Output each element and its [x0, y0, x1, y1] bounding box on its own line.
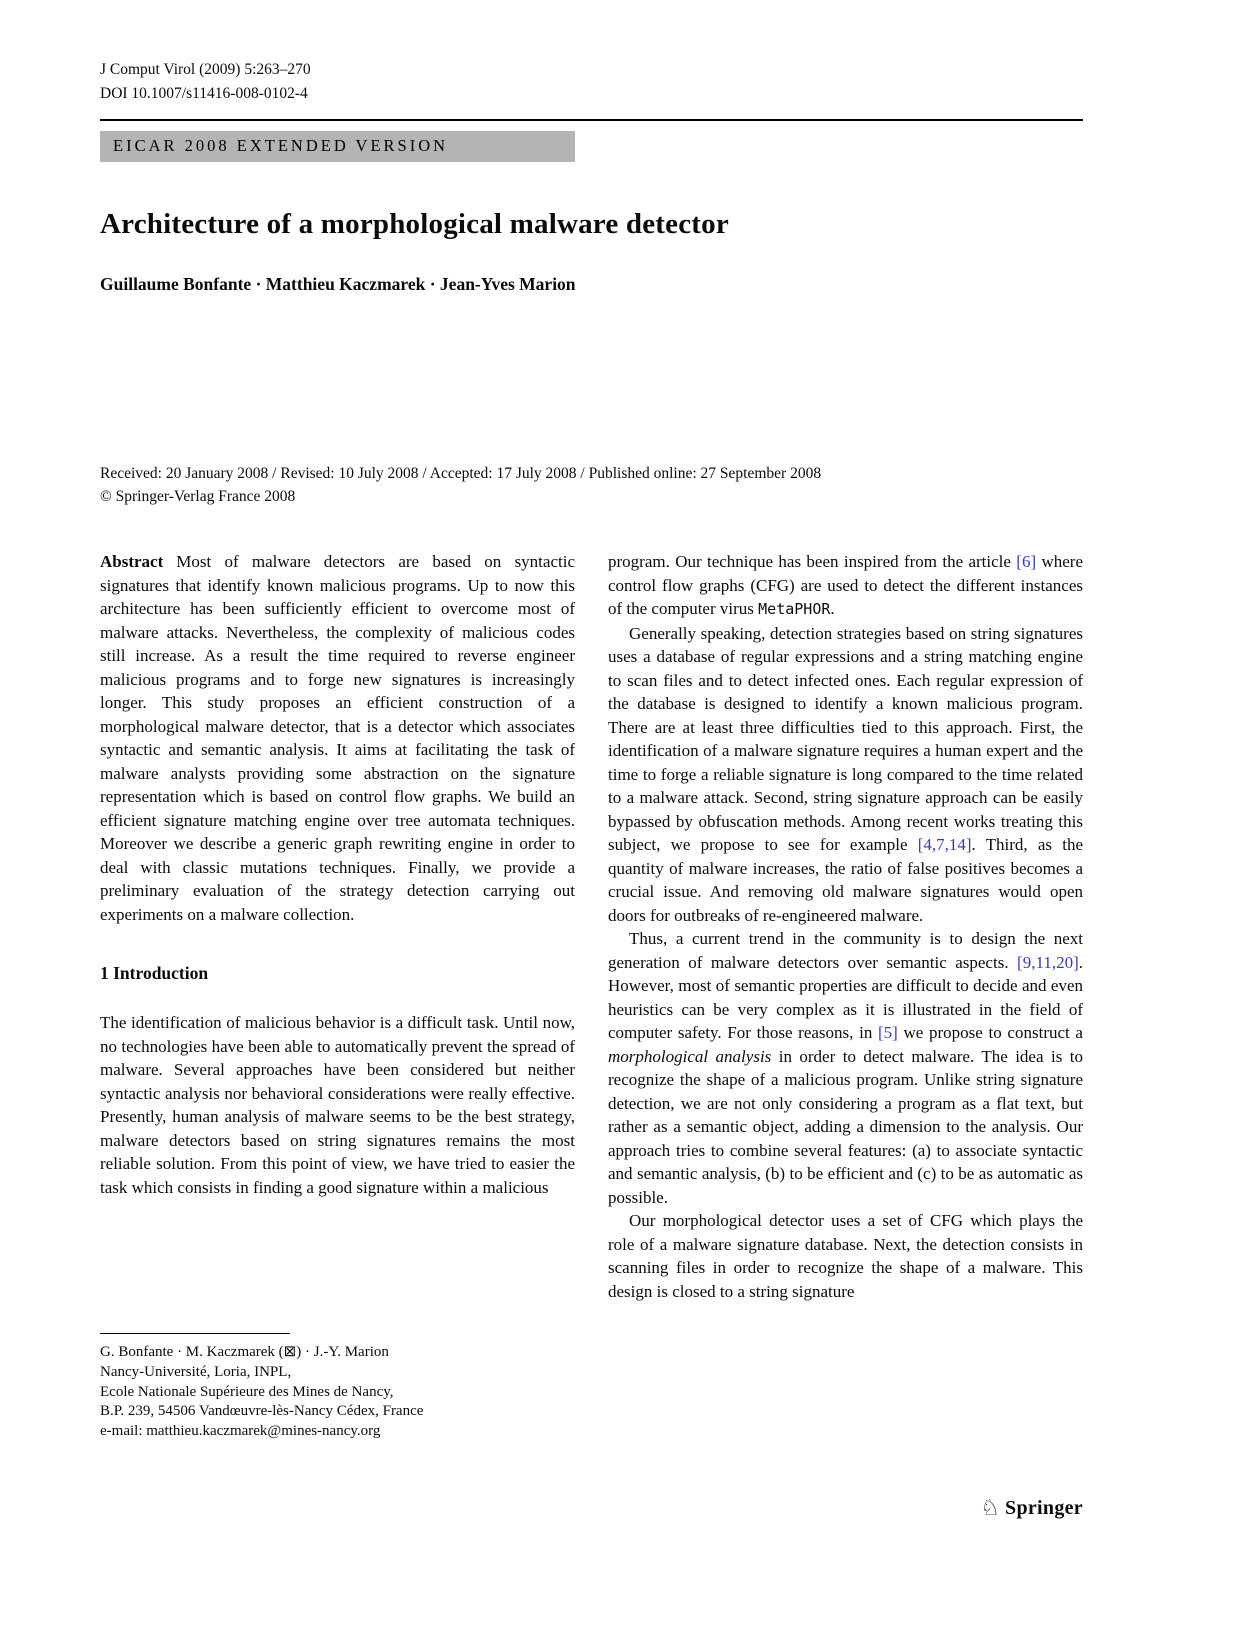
author-line: Guillaume Bonfante · Matthieu Kaczmarek · Jean-Yves Marion: [100, 274, 576, 295]
journal-reference: J Comput Virol (2009) 5:263–270: [100, 61, 311, 78]
author-affiliation-footnote: [100, 1333, 575, 1442]
citation-link[interactable]: [4,7,14]: [917, 835, 972, 855]
article-title: Architecture of a morphological malware detector: [100, 208, 729, 241]
two-column-body: [100, 550, 1083, 1442]
body-paragraph-4: Our morphological detector uses a set of CFG which plays the role of a malware signature database. Next, the detection consists in scanning files in order to recognize the shape of a malware. This design is closed to a string signature: [608, 1211, 1083, 1301]
body-paragraph-1: program. Our technique has been inspired from the article [6] where control flow graphs (CFG) are used to detect the different instances of the computer virus MetaPHOR.: [608, 552, 1084, 619]
footnote-rule: [100, 1333, 290, 1334]
footnote-affiliation-3: B.P. 239, 54506 Vandœuvre-lès-Nancy Cédex, France: [100, 1403, 424, 1420]
received-revised-accepted-line: Received: 20 January 2008 / Revised: 10 July 2008 / Accepted: 17 July 2008 / Published online: 27 September 2008: [100, 465, 822, 483]
citation-link[interactable]: [5]: [878, 1023, 898, 1043]
abstract-text: Most of malware detectors are based on syntactic signatures that identify known malicious programs. Up to now this architecture has been sufficiently efficient to overcome most of malware attacks. Nevertheless, the complexity of malicious codes still increase. As a result the time required to reverse engineer malicious programs and to forge new signatures is increasingly longer. This study proposes an efficient construction of a morphological malware detector, that is a detector which associates syntactic and semantic analysis. It aims at facilitating the task of malware analysts providing some abstraction on the signature representation which is based on control flow graphs. We build an efficient signature matching engine over tree automata techniques. Moreover we describe a generic graph rewriting engine in order to deal with classic mutations techniques. Finally, we provide a preliminary evaluation of the strategy detection carrying out experiments on a malware collection.: [100, 552, 575, 924]
right-column: [608, 550, 1083, 1442]
body-paragraph-2: Generally speaking, detection strategies based on string signatures uses a database of regular expressions and a string matching engine to scan files and to detect infected ones. Each regular expression of the database is designed to identify a known malicious program. There are at least three difficulties tied to this approach. First, the identification of a malware signature requires a human expert and the time to forge a reliable signature is long compared to the time related to a malware attack. Second, string signature approach can be easily bypassed by obfuscation methods. Among recent works treating this subject, we propose to see for example [4,7,14]. Third, as the quantity of malware increases, the ratio of false positives becomes a crucial issue. And removing old malware signatures would open doors for outbreaks of re-engineered malware.: [608, 623, 1083, 925]
copyright-line: © Springer-Verlag France 2008: [100, 488, 296, 506]
citation-link[interactable]: [9,11,20]: [1017, 952, 1079, 972]
header-rule: [100, 119, 1083, 121]
doi-line: DOI 10.1007/s11416-008-0102-4: [100, 85, 308, 103]
footnote-email: e-mail: matthieu.kaczmarek@mines-nancy.org: [100, 1423, 381, 1440]
left-column: [100, 550, 575, 1442]
footnote-authors: G. Bonfante · M. Kaczmarek (⊠) · J.-Y. Marion: [100, 1344, 389, 1361]
citation-link[interactable]: [6]: [1016, 552, 1037, 572]
springer-knight-icon: ♘: [980, 1495, 1001, 1521]
body-paragraph-3: Thus, a current trend in the community is to design the next generation of malware detectors over semantic aspects. [9,11,20]. However, most of semantic properties are difficult to decide and even heuristics can be very complex as it is illustrated in the field of computer safety. For those reasons, in [5] we propose to construct a morphological analysis in order to detect malware. The idea is to recognize the shape of a malicious program. Unlike string signature detection, we are not only considering a program as a flat text, but rather as a semantic object, adding a dimension to the analysis. Our approach tries to combine several features: (a) to associate syntactic and semantic analysis, (b) to be efficient and (c) to be as automatic as possible.: [608, 929, 1083, 1207]
publisher-logo: [980, 1497, 1083, 1520]
article-type-banner: EICAR 2008 EXTENDED VERSION: [100, 131, 575, 162]
footnote-affiliation-2: Ecole Nationale Supérieure des Mines de Nancy,: [100, 1383, 394, 1400]
section-heading-introduction: 1 Introduction: [100, 963, 209, 984]
abstract-label: Abstract: [100, 552, 164, 572]
introduction-paragraph: The identification of malicious behavior is a difficult task. Until now, no technologies have been able to automatically prevent the spread of malware. Several approaches have been considered but neither syntactic analysis nor behavioral considerations were really effective. Presently, human analysis of malware seems to be the best strategy, malware detectors based on string signatures remains the most reliable solution. From this point of view, we have tried to easier the task which consists in finding a good signature within a malicious: [100, 1013, 575, 1197]
springer-wordmark: Springer: [1005, 1497, 1083, 1519]
footnote-affiliation-1: Nancy-Université, Loria, INPL,: [100, 1363, 292, 1380]
page-header: [100, 58, 1083, 106]
abstract-paragraph: [100, 550, 575, 926]
